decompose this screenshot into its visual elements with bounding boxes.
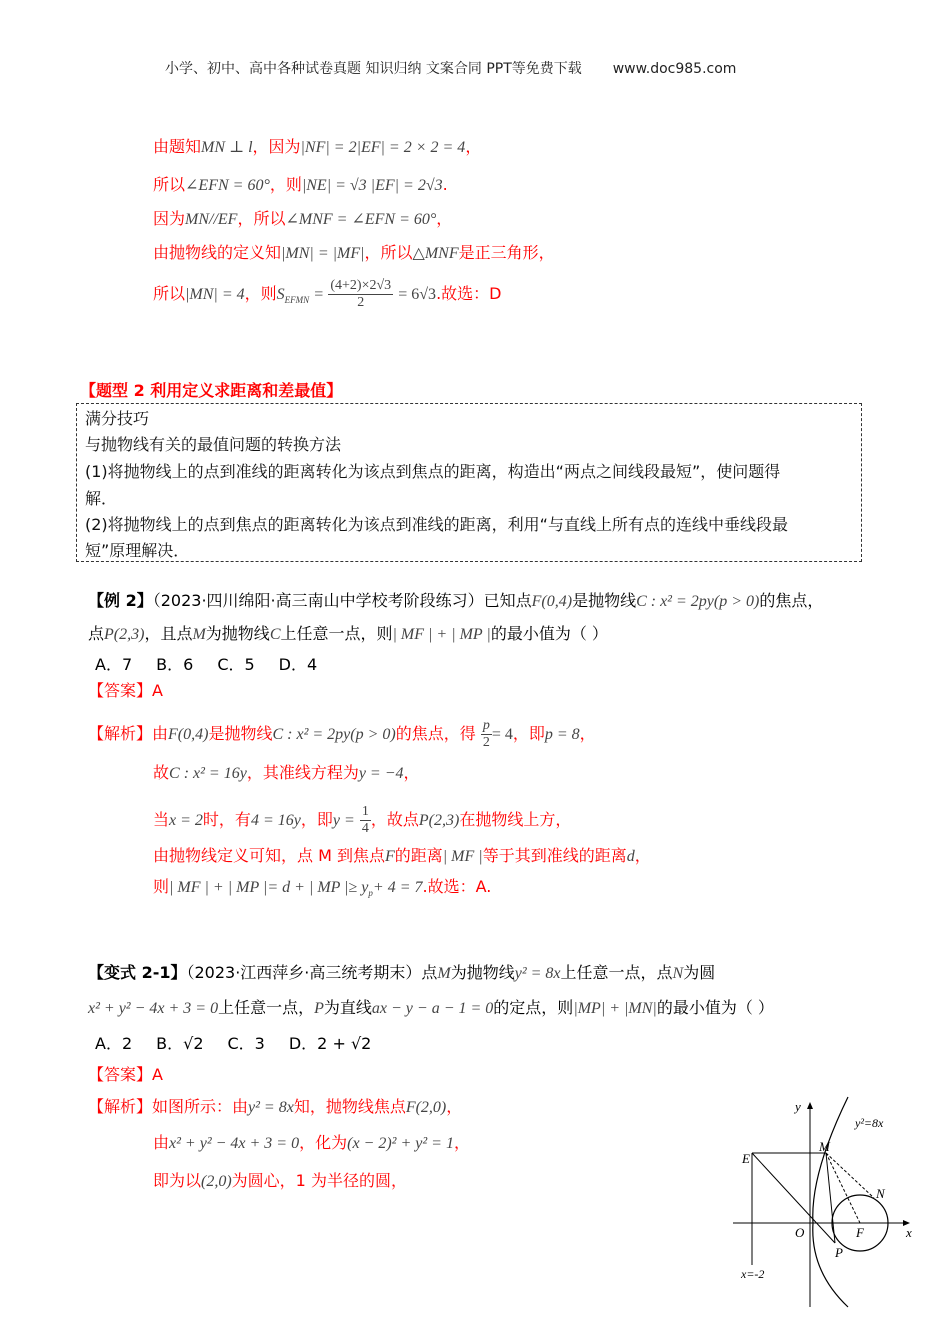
parabola-curve: [813, 1097, 848, 1307]
ex2-analysis-line1: 【解析】由F(0,4)是抛物线C : x² = 2py(p > 0)的焦点，得 $\frac{p}{2}$ = 4，即p = 8，: [88, 718, 596, 750]
parabola-figure: [725, 1095, 925, 1310]
option: C．3: [227, 1034, 265, 1053]
ex2-fraction: $\frac{p}{2}$: [482, 718, 490, 750]
var21-analysis-line1: 【解析】如图所示：由y² = 8x知，抛物线焦点F(2,0)，: [88, 1097, 463, 1116]
ex2-options: [95, 654, 341, 676]
tips-line: (1)将抛物线上的点到准线的距离转化为该点到焦点的距离，构造出“两点之间线段最短”，使问题得: [85, 462, 781, 481]
option: B．√2: [156, 1034, 204, 1053]
option: C．5: [217, 655, 255, 674]
sol1-line2: 所以∠EFN = 60°，则|NE| = √3 |EF| = 2√3.: [153, 175, 448, 194]
page-header: [165, 58, 736, 78]
tips-box: [76, 403, 862, 562]
ex2-answer: 【答案】A: [88, 681, 163, 700]
ex2-analysis-line3: 当x = 2时，有4 = 16y，即y = $\frac{1}{4}$ ，故点P(2,3)在抛物线上方，: [153, 804, 572, 836]
var21-analysis-line3: 即为以(2,0)为圆心，1 为半径的圆，: [153, 1171, 407, 1190]
option: A．2: [95, 1034, 133, 1053]
sol1-line4: 由抛物线的定义知|MN| = |MF|，所以△MNF是正三角形，: [153, 243, 555, 262]
sol1-line5: 所以|MN| = 4，则$S_{EFMN}$ = $\frac{(4+2)\times 2√3}{2}$ = 6√3.故选：D: [153, 278, 502, 310]
var21-stem-line2: x² + y² − 4x + 3 = 0上任意一点，P为直线ax − y − a − 1 = 0的定点，则|MP| + |MN|的最小值为（ ）: [88, 998, 774, 1017]
segment-MF: [826, 1153, 860, 1223]
y-axis-arrow: [807, 1102, 813, 1109]
var21-stem-line1: 【变式 2-1】（2023·江西萍乡·高三统考期末）点M为抛物线y² = 8x上任意一点，点N为圆: [88, 963, 716, 982]
segment-EP: [752, 1153, 835, 1243]
label-E: E: [742, 1151, 750, 1166]
var21-answer: 【答案】A: [88, 1065, 163, 1084]
tips-line: 与抛物线有关的最值问题的转换方法: [85, 435, 342, 454]
header-url[interactable]: www.doc985.com: [612, 61, 737, 77]
ex2-stem-line1: 【例 2】（2023·四川绵阳·高三南山中学校考阶段练习）已知点F(0,4)是抛物线C : x² = 2py(p > 0)的焦点，: [88, 591, 824, 610]
ex2-analysis-line5: 则| MF | + | MP |= d + | MP |≥ $y_p+ 4 = 7$.故选：A.: [153, 877, 492, 899]
var21-options: [95, 1033, 395, 1055]
label-O: O: [795, 1225, 805, 1240]
topic-title: 【题型 2 利用定义求距离和差最值】: [80, 381, 343, 400]
option: B．6: [156, 655, 194, 674]
ex2-fraction-quarter: $\frac{1}{4}$: [361, 804, 369, 836]
var21-analysis-line2: 由x² + y² − 4x + 3 = 0，化为(x − 2)² + y² = 1，: [153, 1133, 470, 1152]
label-directrix: x=-2: [741, 1267, 765, 1281]
option: D．2 + √2: [288, 1034, 372, 1053]
label-M: M: [819, 1139, 830, 1154]
label-F: F: [856, 1225, 864, 1240]
tips-heading: 满分技巧: [85, 409, 150, 428]
segment-MN: [826, 1153, 874, 1198]
label-P: P: [835, 1245, 843, 1260]
option: A．7: [95, 655, 133, 674]
ex2-stem-line2: 点P(2,3)，且点M为抛物线C上任意一点，则| MF | + | MP |的最小值为（ ）: [88, 624, 608, 643]
ex2-analysis-line4: 由抛物线定义可知，点 M 到焦点F的距离| MF |等于其到准线的距离d，: [153, 846, 651, 865]
tips-line: (2)将抛物线上的点到焦点的距离转化为该点到准线的距离，利用“与直线上所有点的连线中垂线段最: [85, 515, 788, 534]
label-y: y: [795, 1099, 801, 1114]
ex2-analysis-line2: 故C : x² = 16y，其准线方程为y = −4，: [153, 763, 420, 782]
tips-line: 解．: [85, 489, 118, 508]
label-N: N: [876, 1186, 885, 1201]
label-curve: y²=8x: [855, 1116, 884, 1130]
label-x: x: [906, 1225, 912, 1240]
tips-line: 短”原理解决．: [85, 541, 190, 560]
sol1-fraction: $\frac{(4+2)\times 2√3}{2}$: [330, 278, 392, 310]
header-text: 小学、初中、高中各种试卷真题 知识归纳 文案合同 PPT等免费下载: [165, 61, 582, 77]
option: D．4: [278, 655, 318, 674]
segment-MP: [826, 1153, 835, 1243]
sol1-line1: 由题知MN ⊥ l，因为|NF| = 2|EF| = 2 × 2 = 4，: [153, 137, 482, 156]
sol1-line3: 因为MN//EF，所以∠MNF = ∠EFN = 60°，: [153, 209, 453, 228]
